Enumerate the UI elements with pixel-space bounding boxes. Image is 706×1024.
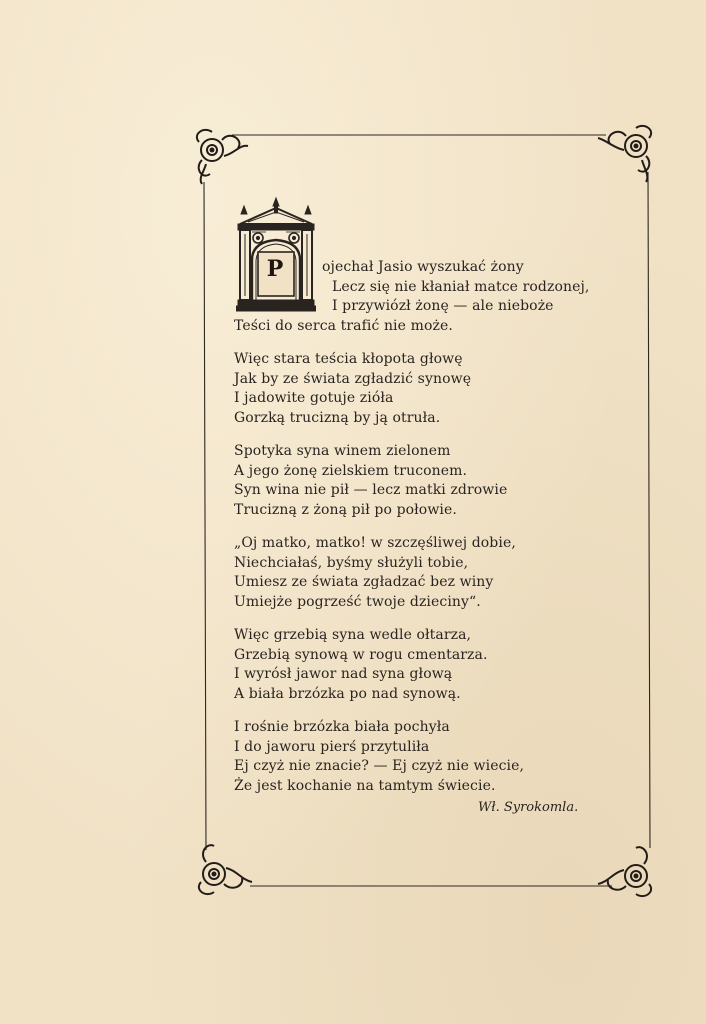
poem-line: I rośnie brzózka biała pochyła (234, 719, 450, 735)
frame-right-line (648, 172, 650, 848)
poem-line: I wyrósł jawor nad syna głową (234, 666, 453, 682)
poem-line: Umiesz ze świata zgładzać bez winy (234, 574, 494, 590)
poem-line: Ej czyż nie znacie? — Ej czyż nie wiecie, (234, 758, 525, 774)
poem-line: „Oj matko, matko! w szczęśliwej dobie, (234, 535, 516, 551)
poem-line: ojechał Jasio wyszukać żony (322, 259, 524, 275)
stanza-2 (234, 350, 624, 428)
poem-line: Niechciałaś, byśmy służyli tobie, (234, 554, 469, 571)
author-signature: Wł. Syrokomla. (478, 800, 579, 815)
poem-line: I jadowite gotuje zióła (234, 390, 394, 406)
poem-line: A biała brzózka po nad synową. (234, 685, 461, 702)
poem-line: Grzebią synową w rogu cmentarza. (234, 646, 488, 663)
poem-line: Spotyka syna winem zielonem (234, 443, 451, 459)
poem-line: Gorzką trucizną by ją otruła. (234, 409, 441, 426)
initial-letter: P (266, 256, 284, 282)
poem-line: Umiejże pogrześć twoje dzieciny“. (234, 593, 481, 610)
poem-line: Lecz się nie kłaniał matce rodzonej, (332, 278, 590, 295)
corner-ornament-bottom-left-icon (199, 845, 252, 894)
poem-line: A jego żonę zielskiem truconem. (234, 462, 468, 479)
poem-line: Więc stara teścia kłopota głowę (234, 351, 463, 367)
poem-line: I przywiózł żonę — ale nieboże (332, 298, 554, 314)
stanza-3 (234, 442, 624, 520)
poem-line: Trucizną z żoną pił po połowie. (234, 501, 457, 518)
poem-line: Więc grzebią syna wedle ołtarza, (234, 627, 472, 643)
stanza-6 (234, 718, 624, 796)
stanza-4 (234, 534, 624, 612)
poem-body (234, 258, 624, 810)
poem-line: I do jaworu pierś przytuliła (234, 738, 430, 755)
poem-line: Jak by ze świata zgładzić synowę (234, 370, 472, 387)
stanza-5 (234, 626, 624, 704)
frame-left-line (204, 182, 206, 850)
corner-ornament-top-right-icon (598, 126, 651, 182)
corner-ornament-bottom-right-icon (598, 847, 651, 896)
poem-line: Że jest kochanie na tamtym świecie. (234, 777, 496, 794)
poem-line: Syn wina nie pił — lecz matki zdrowie (234, 482, 508, 498)
poem-line: Teści do serca trafić nie może. (234, 317, 453, 334)
stanza-1 (234, 258, 624, 336)
corner-ornament-top-left-icon (197, 130, 248, 184)
